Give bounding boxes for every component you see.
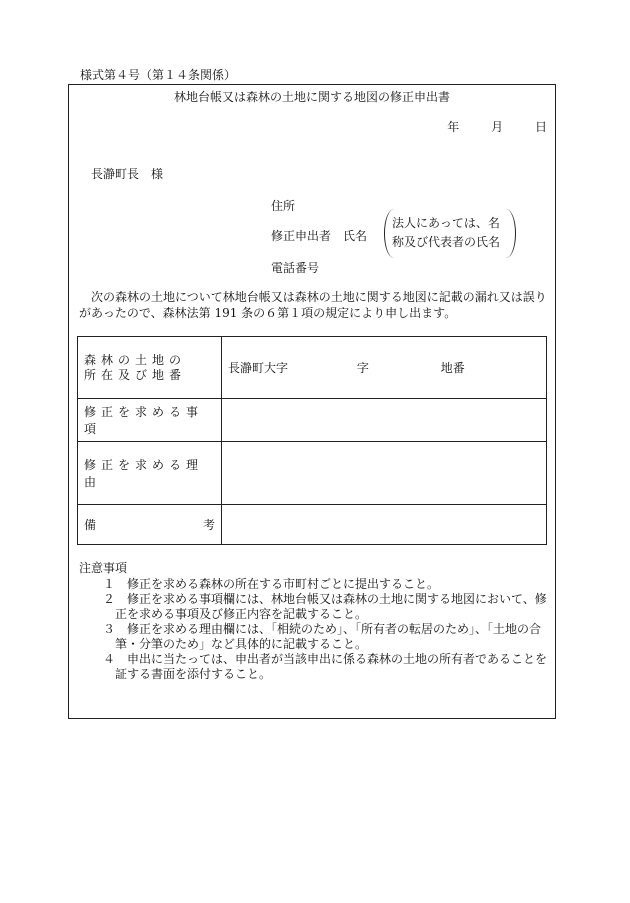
note-number: ３ [103, 622, 116, 636]
note-item [79, 622, 551, 652]
applicant-name-label: 修正申出者 氏名 [271, 229, 368, 243]
date-year-label: 年 [447, 120, 460, 134]
note-text: 申出に当たっては、申出者が当該申出に係る森林の土地の所有者であることを証する書面を添付すること。 [115, 652, 548, 681]
aza-label: 字 [356, 361, 369, 375]
address-label: 住所 [271, 199, 296, 213]
location-label [78, 337, 222, 399]
table-row [78, 337, 547, 399]
correction-reason-cell[interactable] [222, 442, 547, 505]
remarks-label-right: 考 [202, 518, 215, 532]
correction-reason-label: 修正を求める理由 [78, 442, 222, 505]
remarks-label-left: 備 [84, 518, 97, 532]
corporation-note-line1: 法人にあっては、名 [392, 216, 500, 230]
note-number: ２ [103, 592, 116, 606]
chiban-label: 地番 [440, 361, 465, 375]
note-item [79, 652, 551, 682]
date-month-label: 月 [491, 120, 504, 134]
table-row [78, 505, 547, 545]
notes-heading: 注意事項 [79, 561, 128, 575]
note-number: １ [103, 577, 116, 591]
location-label-line1: 森林の土地の [84, 352, 187, 367]
notes-section [79, 561, 551, 682]
town-label: 長瀞町大字 [228, 361, 289, 375]
correction-item-label: 修正を求める事項 [78, 399, 222, 442]
note-text: 修正を求める理由欄には、「相続のため」、「所有者の転居のため」、「土地の合筆・分筆のため」など具体的に記載すること。 [115, 622, 542, 651]
note-number: ４ [103, 652, 116, 666]
phone-label: 電話番号 [271, 261, 320, 275]
application-form [68, 84, 556, 719]
table-row [78, 442, 547, 505]
remarks-cell[interactable] [222, 505, 547, 545]
table-row [78, 399, 547, 442]
addressee: 長瀞町長 様 [91, 167, 164, 181]
date-line [429, 118, 547, 135]
body-text: 次の森林の土地について林地台帳又は森林の土地に関する地図に記載の漏れ又は誤りがあったので、森林法第 191 条の６第１項の規定により申し出ます。 [79, 290, 547, 320]
note-text: 修正を求める森林の所在する市町村ごとに提出すること。 [127, 577, 440, 591]
location-label-line2: 所在及び地番 [84, 367, 187, 382]
form-number: 様式第４号（第１４条関係） [80, 68, 237, 82]
note-item [79, 592, 551, 622]
date-day-label: 日 [534, 120, 547, 134]
corporation-note-bracket [384, 209, 516, 258]
location-value-cell[interactable] [222, 337, 547, 399]
form-title: 林地台帳又は森林の土地に関する地図の修正申出書 [173, 90, 450, 104]
form-table [77, 336, 547, 545]
correction-item-cell[interactable] [222, 399, 547, 442]
note-text: 修正を求める事項欄には、林地台帳又は森林の土地に関する地図において、修正を求める事項及び修正内容を記載すること。 [115, 592, 547, 621]
corporation-note-line2: 称及び代表者の氏名 [392, 235, 501, 249]
remarks-label [78, 505, 222, 545]
note-item [79, 577, 551, 592]
